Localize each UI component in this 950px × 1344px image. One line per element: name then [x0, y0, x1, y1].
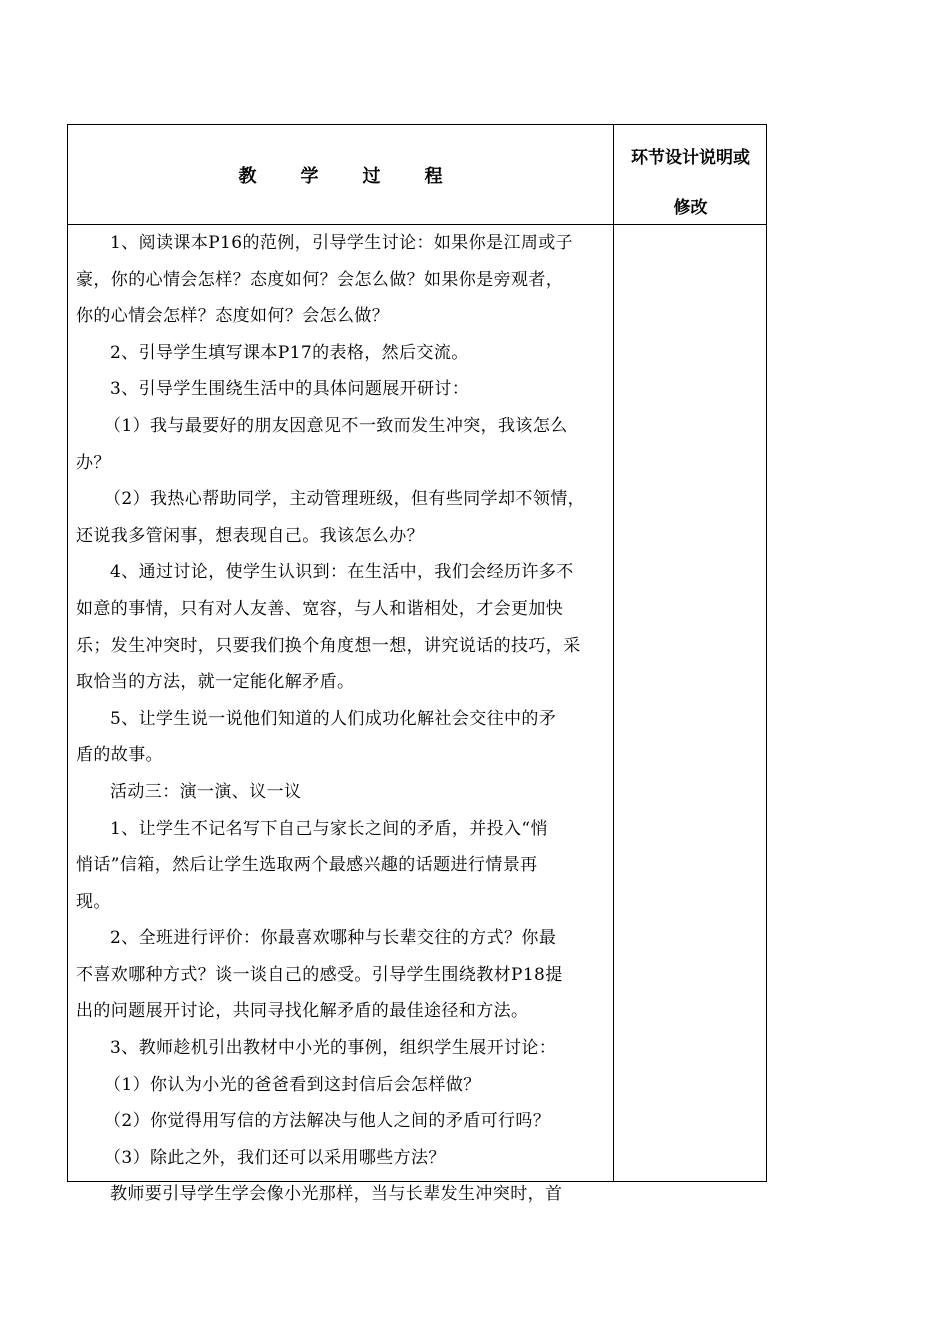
- content-line: 你的心情会怎样？态度如何？会怎么做？: [76, 306, 390, 327]
- design-notes-header: [614, 125, 767, 224]
- content-line: 还说我多管闲事，想表现自己。我该怎么办？: [76, 525, 424, 546]
- design-notes-header-line2: 修改: [673, 198, 708, 218]
- content-line: 不喜欢哪种方式？谈一谈自己的感受。引导学生围绕教材P18提: [76, 964, 563, 985]
- content-line: 活动三：演一演、议一议: [110, 781, 302, 802]
- content-line: （2）你觉得用写信的方法解决与他人之间的矛盾可行吗？: [104, 1111, 551, 1132]
- column-divider: [613, 125, 614, 1181]
- content-line: （1）你认为小光的爸爸看到这封信后会怎样做？: [104, 1074, 481, 1095]
- content-line: 出的问题展开讨论，共同寻找化解矛盾的最佳途径和方法。: [76, 1001, 529, 1022]
- content-line: 3、引导学生围绕生活中的具体问题展开研讨：: [110, 379, 470, 400]
- content-line: 如意的事情，只有对人友善、宽容，与人和谐相处，才会更加快: [76, 598, 564, 619]
- content-line: （2）我热心帮助同学，主动管理班级，但有些同学却不领情，: [104, 489, 586, 510]
- content-line: 2、全班进行评价：你最喜欢哪种与长辈交往的方式？你最: [110, 928, 557, 949]
- lesson-plan-table: [67, 124, 767, 1205]
- content-line: 豪，你的心情会怎样？态度如何？会怎么做？如果你是旁观者，: [76, 269, 564, 290]
- design-notes-header-line1: 环节设计说明或: [631, 148, 750, 168]
- content-line: 乐；发生冲突时，只要我们换个角度想一想，讲究说话的技巧，采: [76, 635, 581, 656]
- content-line: 5、让学生说一说他们知道的人们成功化解社会交往中的矛: [110, 708, 557, 729]
- content-line: （1）我与最要好的朋友因意见不一致而发生冲突，我该怎么: [104, 415, 568, 436]
- content-line: 现。: [76, 891, 111, 912]
- content-line: 4、通过讨论，使学生认识到：在生活中，我们会经历许多不: [110, 562, 574, 583]
- content-line: 3、教师趁机引出教材中小光的事例，组织学生展开讨论：: [110, 1038, 557, 1059]
- content-line: 1、让学生不记名写下自己与家长之间的矛盾，并投入“悄: [110, 818, 548, 839]
- content-line: 1、阅读课本P16的范例，引导学生讨论：如果你是江周或子: [110, 233, 574, 253]
- content-line: 悄话”信箱，然后让学生选取两个最感兴趣的话题进行情景再: [76, 855, 538, 876]
- teaching-process-header: 教学过程: [238, 165, 487, 187]
- content-line: 办？: [76, 452, 111, 473]
- content-line: 教师要引导学生学会像小光那样，当与长辈发生冲突时，首: [110, 1184, 563, 1205]
- content-line: 取恰当的方法，就一定能化解矛盾。: [76, 672, 355, 693]
- teaching-process-content: [76, 225, 606, 1213]
- content-line: 盾的故事。: [76, 745, 163, 766]
- content-line: （3）除此之外，我们还可以采用哪些方法？: [104, 1147, 446, 1168]
- content-line: 2、引导学生填写课本P17的表格，然后交流。: [110, 342, 469, 363]
